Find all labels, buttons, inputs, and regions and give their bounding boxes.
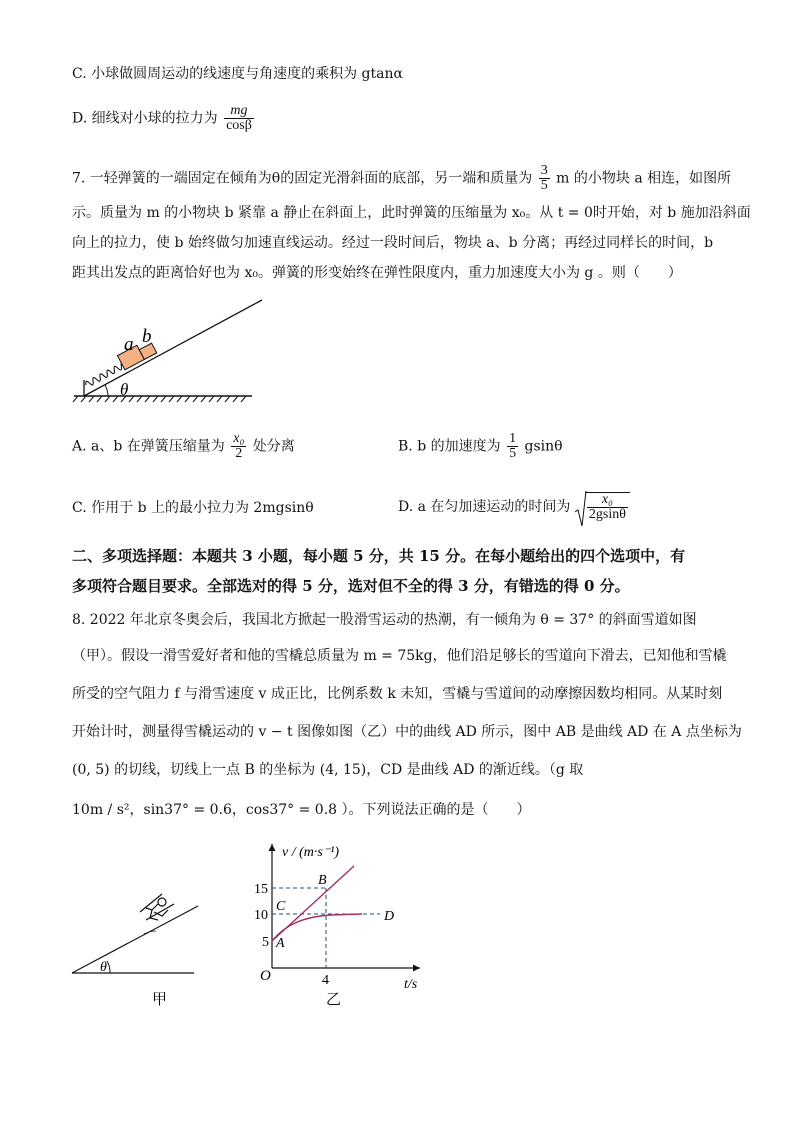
q8-figure-jia [70,870,200,1010]
q6-option-c: C. 小球做圆周运动的线速度与角速度的乘积为 gtanα [72,66,403,82]
q8-line-5: (0, 5) 的切线，切线上一点 B 的坐标为 (4, 15)，CD 是曲线 AD 的渐近线。（g 取 [72,762,584,778]
angle-arc [105,385,108,396]
q8-line-4: 开始计时，测量得雪橇运动的 v − t 图像如图（乙）中的曲线 AD 所示，图中 AB 是曲线 AD 在 A 点坐标为 [72,724,742,740]
q7-line-4: 距其出发点的距离恰好也为 x₀。弹簧的形变始终在弹性限度内，重力加速度大小为 g 。则（ ） [72,265,682,281]
point-b-label: B [318,873,327,888]
snow-track [144,931,156,934]
q7-option-b-num: 1 [509,431,517,446]
ytick-15: 15 [254,882,268,897]
q7-line-1-a: 7. 一轻弹簧的一端固定在倾角为θ的固定光滑斜面的底部，另一端和质量为 [72,170,533,187]
y-axis-label: v / (m·s⁻¹) [282,845,340,860]
q7-line-2: 示。质量为 m 的小物块 b 紧靠 a 静止在斜面上，此时弹簧的压缩量为 x₀。从 t = 0时开始，对 b 施加沿斜面 [72,205,751,221]
q7-mass-num: 3 [540,163,548,178]
xtick-4: 4 [322,973,329,988]
q7-incline-figure [72,292,272,408]
q7-option-b-prefix: B. b 的加速度为 [398,438,501,455]
radical-sign [575,490,587,528]
q6-option-d-den: cosβ [226,118,252,133]
q7-option-b-den: 5 [509,446,517,461]
q7-option-a-den: 2 [235,446,243,461]
q6-option-d-num: mg [224,104,254,119]
q7-option-d-num: x₀ [587,493,628,508]
q7-option-a-fraction [231,432,246,461]
q8-line-2: （甲）。假设一滑雪爱好者和他的雪橇总质量为 m = 75kg，他们沿足够长的雪道向下滑去，已知他和雪橇 [72,648,727,664]
jia-slope-line [72,906,198,973]
jia-caption: 甲 [152,992,168,1008]
q6-option-d [72,104,256,133]
ground-hatching [73,396,246,402]
curve-ad [272,914,362,941]
q7-mass-fraction [539,164,550,193]
origin-label: O [260,968,271,984]
q7-option-a [72,432,295,461]
q7-option-b [398,432,563,461]
q8-vt-graph [250,838,430,1012]
q7-option-a-prefix: A. a、b 在弹簧压缩量为 [72,438,225,455]
q7-option-d-den: 2gsinθ [588,507,626,522]
yi-caption: 乙 [326,992,342,1008]
ytick-10: 10 [254,908,268,923]
q7-option-a-num: x₀ [233,431,245,446]
section2-line-1: 二、多项选择题：本题共 3 小题，每小题 5 分，共 15 分。在每小题给出的四个选项中，有 [72,547,686,565]
x-axis-label: t/s [404,977,418,992]
q6-option-d-prefix: D. 细线对小球的拉力为 [72,110,218,127]
q7-line-1 [72,164,731,193]
q7-option-a-suffix: 处分离 [252,438,295,455]
q7-mass-den: 5 [540,178,548,193]
q8-line-3: 所受的空气阻力 f 与滑雪速度 v 成正比，比例系数 k 未知，雪橇与雪道间的动摩擦因数均相同。从某时刻 [72,686,723,702]
incline-line [84,300,262,396]
label-theta: θ [120,380,129,399]
q7-option-d-sqrt [575,492,630,522]
label-b: b [142,326,152,347]
q6-option-d-fraction [224,104,254,133]
q8-line-1: 8. 2022 年北京冬奥会后，我国北方掀起一股滑雪运动的热潮，有一倾角为 θ = 37° 的斜面雪道如图 [72,612,697,628]
ytick-5: 5 [262,935,269,950]
q7-option-d-fraction [587,493,628,522]
label-a: a [124,334,134,355]
jia-angle-arc [107,961,110,973]
q7-line-3: 向上的拉力，使 b 始终做匀加速直线运动。经过一段时间后，物块 a、b 分离；再经过同样长的时间，b [72,235,714,251]
q7-line-1-b: m 的小物块 a 相连，如图所 [556,170,732,187]
point-c-label: C [276,899,286,914]
point-a-label: A [276,936,285,951]
jia-theta: θ [100,960,107,975]
q7-option-c: C. 作用于 b 上的最小拉力为 2mgsinθ [72,500,314,516]
section2-line-2: 多项符合题目要求。全部选对的得 5 分，选对但不全的得 3 分，有错选的得 0 分。 [72,577,630,595]
skier-icon [140,894,174,920]
q7-option-d-prefix: D. a 在匀加速运动的时间为 [398,499,571,515]
q7-option-b-suffix: gsinθ [524,438,563,455]
q7-option-b-fraction [507,432,518,461]
point-d-label: D [384,909,395,924]
q7-option-d [398,492,630,522]
q8-line-6: 10m / s²，sin37° = 0.6，cos37° = 0.8 ）。下列说法正确的是（ ） [72,802,531,818]
